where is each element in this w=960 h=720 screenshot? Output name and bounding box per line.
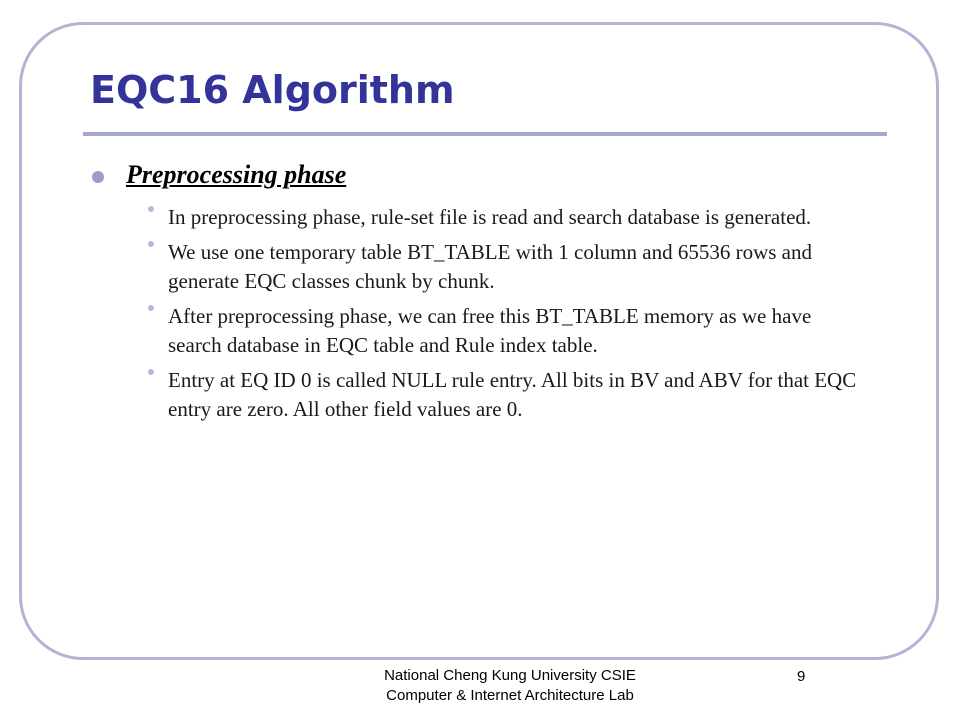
list-item [148,302,868,360]
section-heading: Preprocessing phase [126,160,347,189]
list-item-text: In preprocessing phase, rule-set file is read and search database is generated. [168,205,812,229]
list-item-text: After preprocessing phase, we can free this BT_TABLE memory as we have search database in EQC table and Rule index table. [168,304,812,357]
page-number: 9 [797,668,806,685]
list-item-text: We use one temporary table BT_TABLE with 1 column and 65536 rows and generate EQC classes chunk by chunk. [168,240,812,293]
list-item [148,238,868,296]
footer-org-line2: Computer & Internet Architecture Lab [386,687,634,704]
title-divider [83,132,887,136]
bullet-dot-icon [92,171,104,183]
slide-title: EQC16 Algorithm [90,68,455,112]
sub-bullet-icon [148,369,154,375]
sub-bullet-icon [148,206,154,212]
list-item-text: Entry at EQ ID 0 is called NULL rule entry. All bits in BV and ABV for that EQC entry are zero. All other field values are 0. [168,368,857,421]
bullet-list [148,203,868,430]
sub-bullet-icon [148,241,154,247]
list-item [148,203,868,232]
list-item [148,366,868,424]
footer-organization [340,666,680,706]
sub-bullet-icon [148,305,154,311]
footer-org-line1: National Cheng Kung University CSIE [384,667,636,684]
